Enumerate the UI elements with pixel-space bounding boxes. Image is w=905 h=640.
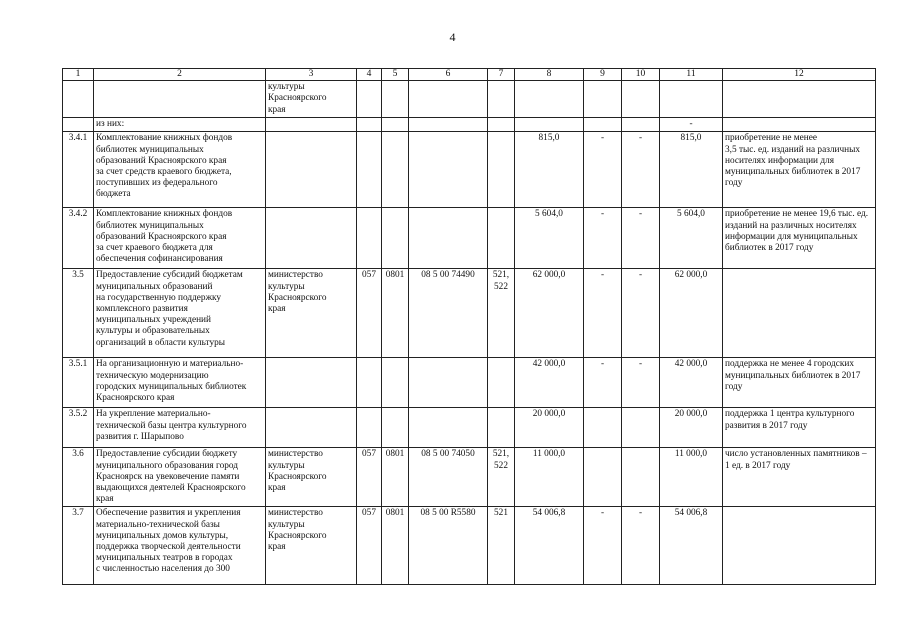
section-code-cell (382, 208, 409, 269)
cell-text-line: Обеспечение развития и укрепления (96, 508, 241, 519)
cell-text-line: образований Красноярского края (96, 155, 227, 166)
row-number-cell (63, 448, 94, 507)
expected-result-cell (723, 132, 876, 208)
total-amount-cell (660, 507, 723, 585)
expected-result-cell (723, 208, 876, 269)
cell-text-line: образований Красноярского края (96, 231, 227, 242)
section-code-cell (382, 81, 409, 118)
cell-text-line: 815,0 (680, 133, 702, 144)
header-cell: 9 (584, 69, 622, 81)
cell-text-line: изданий на различных носителях (725, 220, 857, 231)
amount-2019-cell (622, 118, 660, 132)
cell-text-line: - (638, 270, 643, 281)
cell-text-line: - (600, 209, 605, 220)
expected-result-cell (723, 81, 876, 118)
page-number: 4 (449, 30, 456, 44)
cell-text-line: - (638, 359, 643, 370)
program-activities-table (62, 68, 876, 585)
cell-text-line: муниципальных библиотек в 2017 (725, 167, 861, 178)
cell-text-line: Красноярского (268, 292, 327, 303)
row-number-cell (63, 81, 94, 118)
cell-text-line: обеспечения софинансирования (96, 254, 223, 265)
total-amount-cell (660, 118, 723, 132)
header-cell: 11 (660, 69, 723, 81)
cell-text-line: 5 604,0 (677, 209, 705, 220)
activity-name-cell (94, 81, 266, 118)
table-row (63, 269, 876, 358)
cell-text-line: приобретение не менее (725, 133, 818, 144)
cell-text-line: культуры (268, 460, 305, 471)
cell-text-line: году (725, 178, 743, 189)
cell-text-line: министерство (268, 508, 323, 519)
table-row (63, 408, 876, 448)
amount-2017-cell (515, 208, 584, 269)
cell-text-line: Красноярского (268, 530, 327, 541)
cell-text-line: Красноярского (268, 471, 327, 482)
cell-text-line: поддержка не менее 4 городских (725, 359, 855, 370)
cell-text-line: 057 (362, 508, 376, 519)
cell-text-line: 1 ед. в 2017 году (725, 460, 791, 471)
amount-2019-cell (622, 81, 660, 118)
cell-text-line: носителях информации для (725, 155, 835, 166)
cell-text-line: Предоставление субсидии бюджету (96, 449, 238, 460)
cell-text-line: 0801 (385, 508, 405, 519)
responsible-org-cell (266, 132, 357, 208)
cell-text-line: Комплектование книжных фондов (96, 133, 233, 144)
header-cell: 4 (357, 69, 382, 81)
activity-name-cell (94, 358, 266, 408)
cell-text-line: информации для муниципальных (725, 231, 858, 242)
grbs-code-cell (357, 507, 382, 585)
target-article-cell (409, 208, 488, 269)
activity-name-cell (94, 448, 266, 507)
amount-2018-cell (584, 358, 622, 408)
cell-text-line: библиотек в 2017 году (725, 243, 814, 254)
cell-text-line: поддержка творческой деятельности (96, 542, 241, 553)
activity-name-cell (94, 507, 266, 585)
expected-result-cell (723, 118, 876, 132)
expense-type-cell (488, 118, 515, 132)
cell-text-line: - (600, 359, 605, 370)
cell-text-line: Красноярск на увековечение памяти (96, 471, 240, 482)
amount-2017-cell (515, 408, 584, 448)
cell-text-line: 08 5 00 R5580 (420, 508, 476, 519)
cell-text-line: за счет средств краевого бюджета, (96, 167, 232, 178)
amount-2018-cell (584, 448, 622, 507)
cell-text-line: за счет краевого бюджета для (96, 243, 213, 254)
expense-type-cell (488, 408, 515, 448)
amount-2019-cell (622, 448, 660, 507)
section-code-cell (382, 408, 409, 448)
cell-text-line: - (600, 508, 605, 519)
amount-2019-cell (622, 132, 660, 208)
cell-text-line: 20 000,0 (674, 409, 708, 420)
amount-2018-cell (584, 269, 622, 358)
cell-text-line: 057 (362, 270, 376, 281)
responsible-org-cell (266, 358, 357, 408)
cell-text-line: 11 000,0 (674, 449, 708, 460)
grbs-code-cell (357, 81, 382, 118)
expected-result-cell (723, 269, 876, 358)
section-code-cell (382, 132, 409, 208)
row-number-cell (63, 132, 94, 208)
cell-text-line: библиотек муниципальных (96, 220, 204, 231)
cell-text-line: поступивших из федерального (96, 178, 218, 189)
cell-text-line: 3.6 (72, 449, 84, 460)
cell-text-line: Красноярского (268, 93, 327, 104)
cell-text-line: 522 (494, 460, 508, 471)
table-row (63, 507, 876, 585)
target-article-cell (409, 448, 488, 507)
expected-result-cell (723, 408, 876, 448)
cell-text-line: Предоставление субсидий бюджетам (96, 270, 243, 281)
expense-type-cell (488, 448, 515, 507)
grbs-code-cell (357, 448, 382, 507)
cell-text-line: края (268, 542, 286, 553)
table-row (63, 132, 876, 208)
cell-text-line: с численностью населения до 300 (96, 564, 230, 575)
total-amount-cell (660, 448, 723, 507)
amount-2017-cell (515, 118, 584, 132)
cell-text-line: из них: (96, 119, 125, 130)
cell-text-line: края (96, 494, 114, 505)
total-amount-cell (660, 81, 723, 118)
cell-text-line: 3.4.1 (68, 133, 88, 144)
cell-text-line: 62 000,0 (674, 270, 708, 281)
cell-text-line: 11 000,0 (532, 449, 566, 460)
cell-text-line: 815,0 (538, 133, 560, 144)
activity-name-cell (94, 208, 266, 269)
cell-text-line: развития в 2017 году (725, 420, 808, 431)
cell-text-line: 521, (492, 270, 510, 281)
cell-text-line: 522 (494, 281, 508, 292)
cell-text-line: 5 604,0 (535, 209, 563, 220)
amount-2019-cell (622, 507, 660, 585)
cell-text-line: техническую модернизацию (96, 370, 209, 381)
cell-text-line: библиотек муниципальных (96, 144, 204, 155)
amount-2018-cell (584, 507, 622, 585)
expense-type-cell (488, 132, 515, 208)
table-row (63, 208, 876, 269)
table-row (63, 358, 876, 408)
amount-2018-cell (584, 132, 622, 208)
cell-text-line: 54 006,8 (532, 508, 566, 519)
expected-result-cell (723, 448, 876, 507)
cell-text-line: 3.4.2 (68, 209, 88, 220)
cell-text-line: 3,5 тыс. ед. изданий на различных (725, 144, 861, 155)
amount-2017-cell (515, 132, 584, 208)
target-article-cell (409, 132, 488, 208)
cell-text-line: организаций в области культуры (96, 337, 225, 348)
row-number-cell (63, 408, 94, 448)
cell-text-line: Комплектование книжных фондов (96, 209, 233, 220)
target-article-cell (409, 81, 488, 118)
amount-2017-cell (515, 448, 584, 507)
cell-text-line: муниципальных учреждений (96, 315, 211, 326)
cell-text-line: 521, (492, 449, 510, 460)
cell-text-line: 42 000,0 (674, 359, 708, 370)
grbs-code-cell (357, 208, 382, 269)
header-cell: 12 (723, 69, 876, 81)
amount-2017-cell (515, 269, 584, 358)
responsible-org-cell (266, 208, 357, 269)
responsible-org-cell (266, 81, 357, 118)
section-code-cell (382, 118, 409, 132)
table-row (63, 448, 876, 507)
cell-text-line: число установленных памятников – (725, 449, 867, 460)
cell-text-line: 08 5 00 74050 (421, 449, 475, 460)
cell-text-line: городских муниципальных библиотек (96, 381, 247, 392)
amount-2019-cell (622, 408, 660, 448)
expense-type-cell (488, 81, 515, 118)
row-number-cell (63, 269, 94, 358)
header-cell: 5 (382, 69, 409, 81)
cell-text-line: 0801 (385, 270, 405, 281)
cell-text-line: муниципальных домов культуры, (96, 530, 229, 541)
header-cell: 7 (488, 69, 515, 81)
cell-text-line: приобретение не менее 19,6 тыс. ед. (725, 209, 869, 220)
activity-name-cell (94, 118, 266, 132)
cell-text-line: культуры (268, 281, 305, 292)
total-amount-cell (660, 208, 723, 269)
cell-text-line: 62 000,0 (532, 270, 566, 281)
grbs-code-cell (357, 358, 382, 408)
target-article-cell (409, 358, 488, 408)
section-code-cell (382, 269, 409, 358)
cell-text-line: - (600, 133, 605, 144)
amount-2018-cell (584, 118, 622, 132)
target-article-cell (409, 507, 488, 585)
activity-name-cell (94, 269, 266, 358)
amount-2017-cell (515, 358, 584, 408)
total-amount-cell (660, 408, 723, 448)
cell-text-line: - (638, 508, 643, 519)
cell-text-line: министерство (268, 270, 323, 281)
cell-text-line: году (725, 381, 743, 392)
target-article-cell (409, 408, 488, 448)
grbs-code-cell (357, 408, 382, 448)
cell-text-line: культуры (268, 82, 305, 93)
responsible-org-cell (266, 448, 357, 507)
cell-text-line: На организационную и материально- (96, 359, 244, 370)
cell-text-line: выдающихся деятелей Красноярского (96, 483, 246, 494)
cell-text-line: - (689, 119, 693, 130)
activity-name-cell (94, 132, 266, 208)
amount-2018-cell (584, 81, 622, 118)
header-cell: 2 (94, 69, 266, 81)
cell-text-line: муниципальных театров в городах (96, 553, 233, 564)
amount-2017-cell (515, 81, 584, 118)
table-row (63, 81, 876, 118)
cell-text-line: 057 (362, 449, 376, 460)
cell-text-line: комплексного развития (96, 304, 188, 315)
cell-text-line: - (638, 133, 643, 144)
target-article-cell (409, 269, 488, 358)
cell-text-line: 3.5.1 (68, 359, 88, 370)
grbs-code-cell (357, 118, 382, 132)
cell-text-line: Красноярского края (96, 393, 175, 404)
cell-text-line: 3.5.2 (68, 409, 88, 420)
row-number-cell (63, 358, 94, 408)
cell-text-line: 54 006,8 (674, 508, 708, 519)
cell-text-line: муниципальных образований (96, 281, 213, 292)
section-code-cell (382, 358, 409, 408)
cell-text-line: 0801 (385, 449, 405, 460)
header-cell: 8 (515, 69, 584, 81)
cell-text-line: 3.7 (72, 508, 84, 519)
activity-name-cell (94, 408, 266, 448)
cell-text-line: На укрепление материально- (96, 409, 211, 420)
cell-text-line: 08 5 00 74490 (421, 270, 475, 281)
cell-text-line: технической базы центра культурного (96, 420, 247, 431)
cell-text-line: края (268, 104, 286, 115)
cell-text-line: 20 000,0 (532, 409, 566, 420)
section-code-cell (382, 448, 409, 507)
cell-text-line: муниципального образования город (96, 460, 239, 471)
grbs-code-cell (357, 269, 382, 358)
row-number-cell (63, 208, 94, 269)
total-amount-cell (660, 358, 723, 408)
column-number-row (63, 69, 876, 81)
responsible-org-cell (266, 408, 357, 448)
cell-text-line: культуры (268, 519, 305, 530)
amount-2019-cell (622, 358, 660, 408)
cell-text-line: материально-технической базы (96, 519, 220, 530)
amount-2019-cell (622, 269, 660, 358)
expected-result-cell (723, 507, 876, 585)
cell-text-line: поддержка 1 центра культурного (725, 409, 855, 420)
expected-result-cell (723, 358, 876, 408)
amount-2017-cell (515, 507, 584, 585)
responsible-org-cell (266, 118, 357, 132)
target-article-cell (409, 118, 488, 132)
section-code-cell (382, 507, 409, 585)
cell-text-line: - (600, 270, 605, 281)
header-cell: 3 (266, 69, 357, 81)
header-cell: 6 (409, 69, 488, 81)
cell-text-line: края (268, 483, 286, 494)
cell-text-line: развития г. Шарыпово (96, 431, 184, 442)
cell-text-line: министерство (268, 449, 323, 460)
row-number-cell (63, 507, 94, 585)
cell-text-line: 521 (494, 508, 508, 519)
amount-2018-cell (584, 208, 622, 269)
grbs-code-cell (357, 132, 382, 208)
cell-text-line: - (638, 209, 643, 220)
total-amount-cell (660, 269, 723, 358)
cell-text-line: 3.5 (72, 270, 84, 281)
row-number-cell (63, 118, 94, 132)
responsible-org-cell (266, 269, 357, 358)
header-cell: 1 (63, 69, 94, 81)
header-cell: 10 (622, 69, 660, 81)
expense-type-cell (488, 507, 515, 585)
expense-type-cell (488, 358, 515, 408)
cell-text-line: муниципальных библиотек в 2017 (725, 370, 861, 381)
cell-text-line: культуры и образовательных (96, 326, 210, 337)
responsible-org-cell (266, 507, 357, 585)
cell-text-line: бюджета (96, 189, 131, 200)
expense-type-cell (488, 269, 515, 358)
total-amount-cell (660, 132, 723, 208)
amount-2019-cell (622, 208, 660, 269)
amount-2018-cell (584, 408, 622, 448)
table-row (63, 118, 876, 132)
expense-type-cell (488, 208, 515, 269)
cell-text-line: 42 000,0 (532, 359, 566, 370)
cell-text-line: на государственную поддержку (96, 292, 222, 303)
cell-text-line: края (268, 304, 286, 315)
